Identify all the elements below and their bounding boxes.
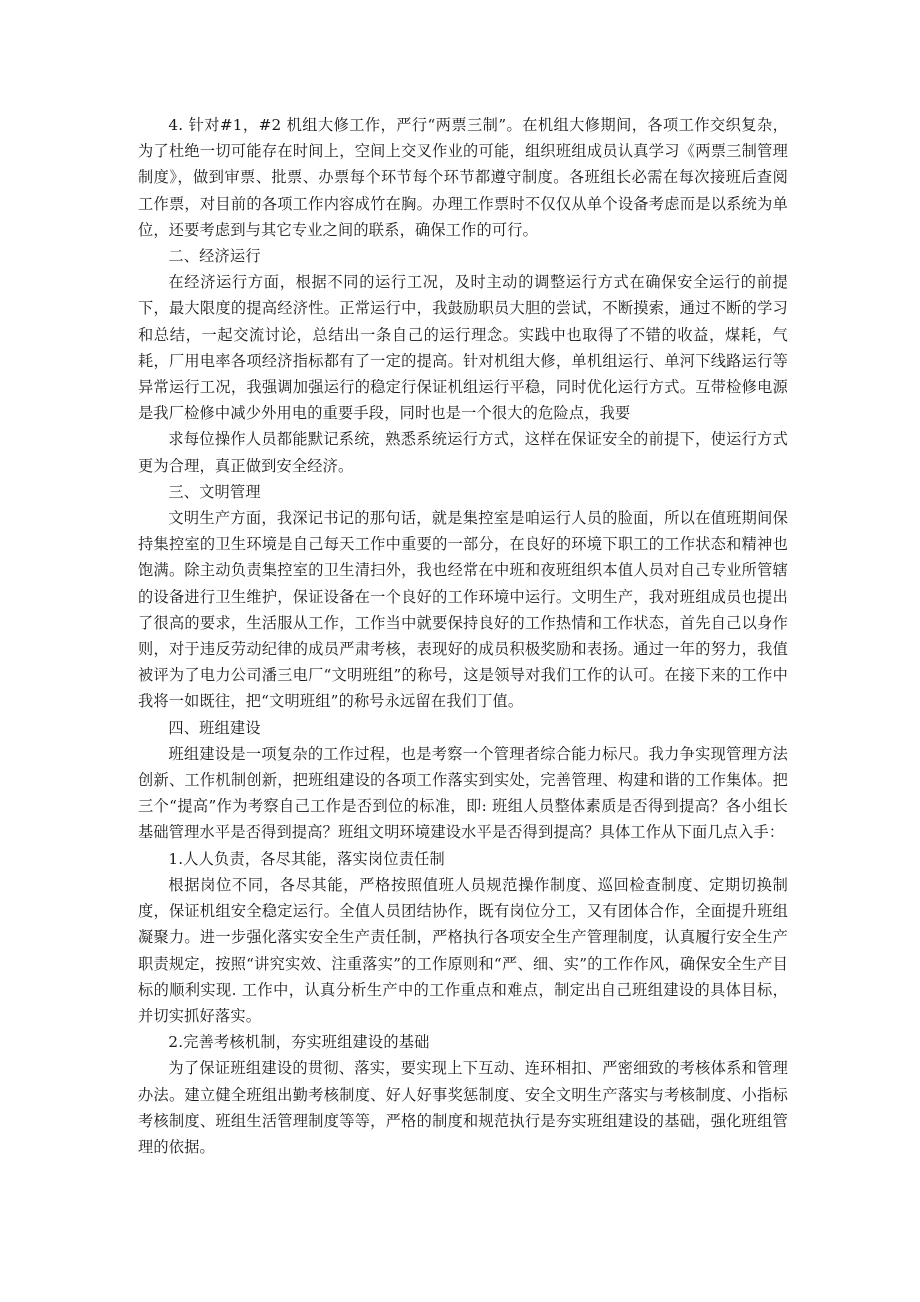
- paragraph-economic-operation: 在经济运行方面，根据不同的运行工况，及时主动的调整运行方式在确保安全运行的前提下，最大限度的提高经济性。正常运行中，我鼓励职员大胆的尝试，不断摸索，通过不断的学习和总结，一起交流讨论，总结出一条自己的运行理念。实践中也取得了不错的收益，煤耗，气耗，厂用电率各项经济指标都有了一定的提高。针对机组大修，单机组运行、单河下线路运行等异常运行工况，我强调加强运行的稳定行保证机组运行平稳，同时优化运行方式。互带检修电源是我厂检修中减少外用电的重要手段，同时也是一个很大的危险点，我要: [138, 273, 788, 423]
- paragraph-civilized-management: 文明生产方面，我深记书记的那句话，就是集控室是咱运行人员的脸面，所以在值班期间保持集控室的卫生环境是自己每天工作中重要的一部分，在良好的环境下职工的工作状态和精神也饱满。除主动负责集控室的卫生清扫外，我也经常在中班和夜班组织本值人员对自己专业所管辖的设备进行卫生维护，保证设备在一个良好的工作环境中运行。文明生产，我对班组成员也提出了很高的要求，生活服从工作，工作当中就要保持良好的工作热情和工作状态，首先自己以身作则，对于违反劳动纪律的成员严肃考核，表现好的成员积极奖励和表扬。通过一年的努力，我值被评为了电力公司潘三电厂“文明班组”的称号，这是领导对我们工作的认可。在接下来的工作中我将一如既往，把“文明班组”的称号永远留在我们丁值。: [138, 509, 788, 711]
- section-heading-civilized-management: 三、文明管理: [168, 482, 261, 501]
- paragraph-two-tickets: 4. 针对#1，#2 机组大修工作，严行“两票三制”。在机组大修期间，各项工作交织复杂，为了杜绝一切可能存在时间上，空间上交叉作业的可能，组织班组成员认真学习《两票三制管理制度》，做到审票、批票、办票每个环节每个环节都遵守制度。各班组长必需在每次接班后查阅工作票，对目前的各项工作内容成竹在胸。办理工作票时不仅仅从单个设备考虑而是以系统为单位，还要考虑到与其它专业之间的联系，确保工作的可行。: [138, 116, 788, 239]
- paragraph-economic-operation-continued: 求每位操作人员都能默记系统，熟悉系统运行方式，这样在保证安全的前提下，使运行方式更为合理，真正做到安全经济。: [138, 430, 788, 475]
- subheading-assessment-mechanism: 2.完善考核机制，夯实班组建设的基础: [168, 1033, 430, 1052]
- section-heading-economic-operation: 二、经济运行: [168, 247, 261, 266]
- section-heading-team-building: 四、班组建设: [168, 718, 261, 737]
- subheading-job-responsibility: 1.人人负责，各尽其能，落实岗位责任制: [168, 849, 445, 868]
- paragraph-job-responsibility: 根据岗位不同，各尽其能，严格按照值班人员规范操作制度、巡回检查制度、定期切换制度，保证机组安全稳定运行。全值人员团结协作，既有岗位分工，又有团体合作，全面提升班组凝聚力。进一步强化落实安全生产责任制，严格执行各项安全生产管理制度，认真履行安全生产职责规定，按照“讲究实效、注重落实”的工作原则和“严、细、实”的工作作风，确保安全生产目标的顺利实现. 工作中，认真分析生产中的工作重点和难点，制定出自己班组建设的具体目标，并切实抓好落实。: [138, 875, 788, 1025]
- paragraph-assessment-mechanism: 为了保证班组建设的贯彻、落实，要实现上下互动、连环相扣、严密细致的考核体系和管理办法。建立健全班组出勤考核制度、好人好事奖惩制度、安全文明生产落实与考核制度、小指标考核制度、班组生活管理制度等等，严格的制度和规范执行是夯实班组建设的基础，强化班组管理的依据。: [138, 1059, 788, 1156]
- document-body: [138, 112, 788, 1160]
- paragraph-team-building: 班组建设是一项复杂的工作过程，也是考察一个管理者综合能力标尺。我力争实现管理方法创新、工作机制创新，把班组建设的各项工作落实到实处，完善管理、构建和谐的工作集体。把三个“提高”作为考察自己工作是否到位的标准，即: 班组人员整体素质是否得到提高？各小组长基础管理水平是否得到提高？班组文明环境建设水平是否得到提高？具体工作从下面几点入手：: [138, 744, 788, 842]
